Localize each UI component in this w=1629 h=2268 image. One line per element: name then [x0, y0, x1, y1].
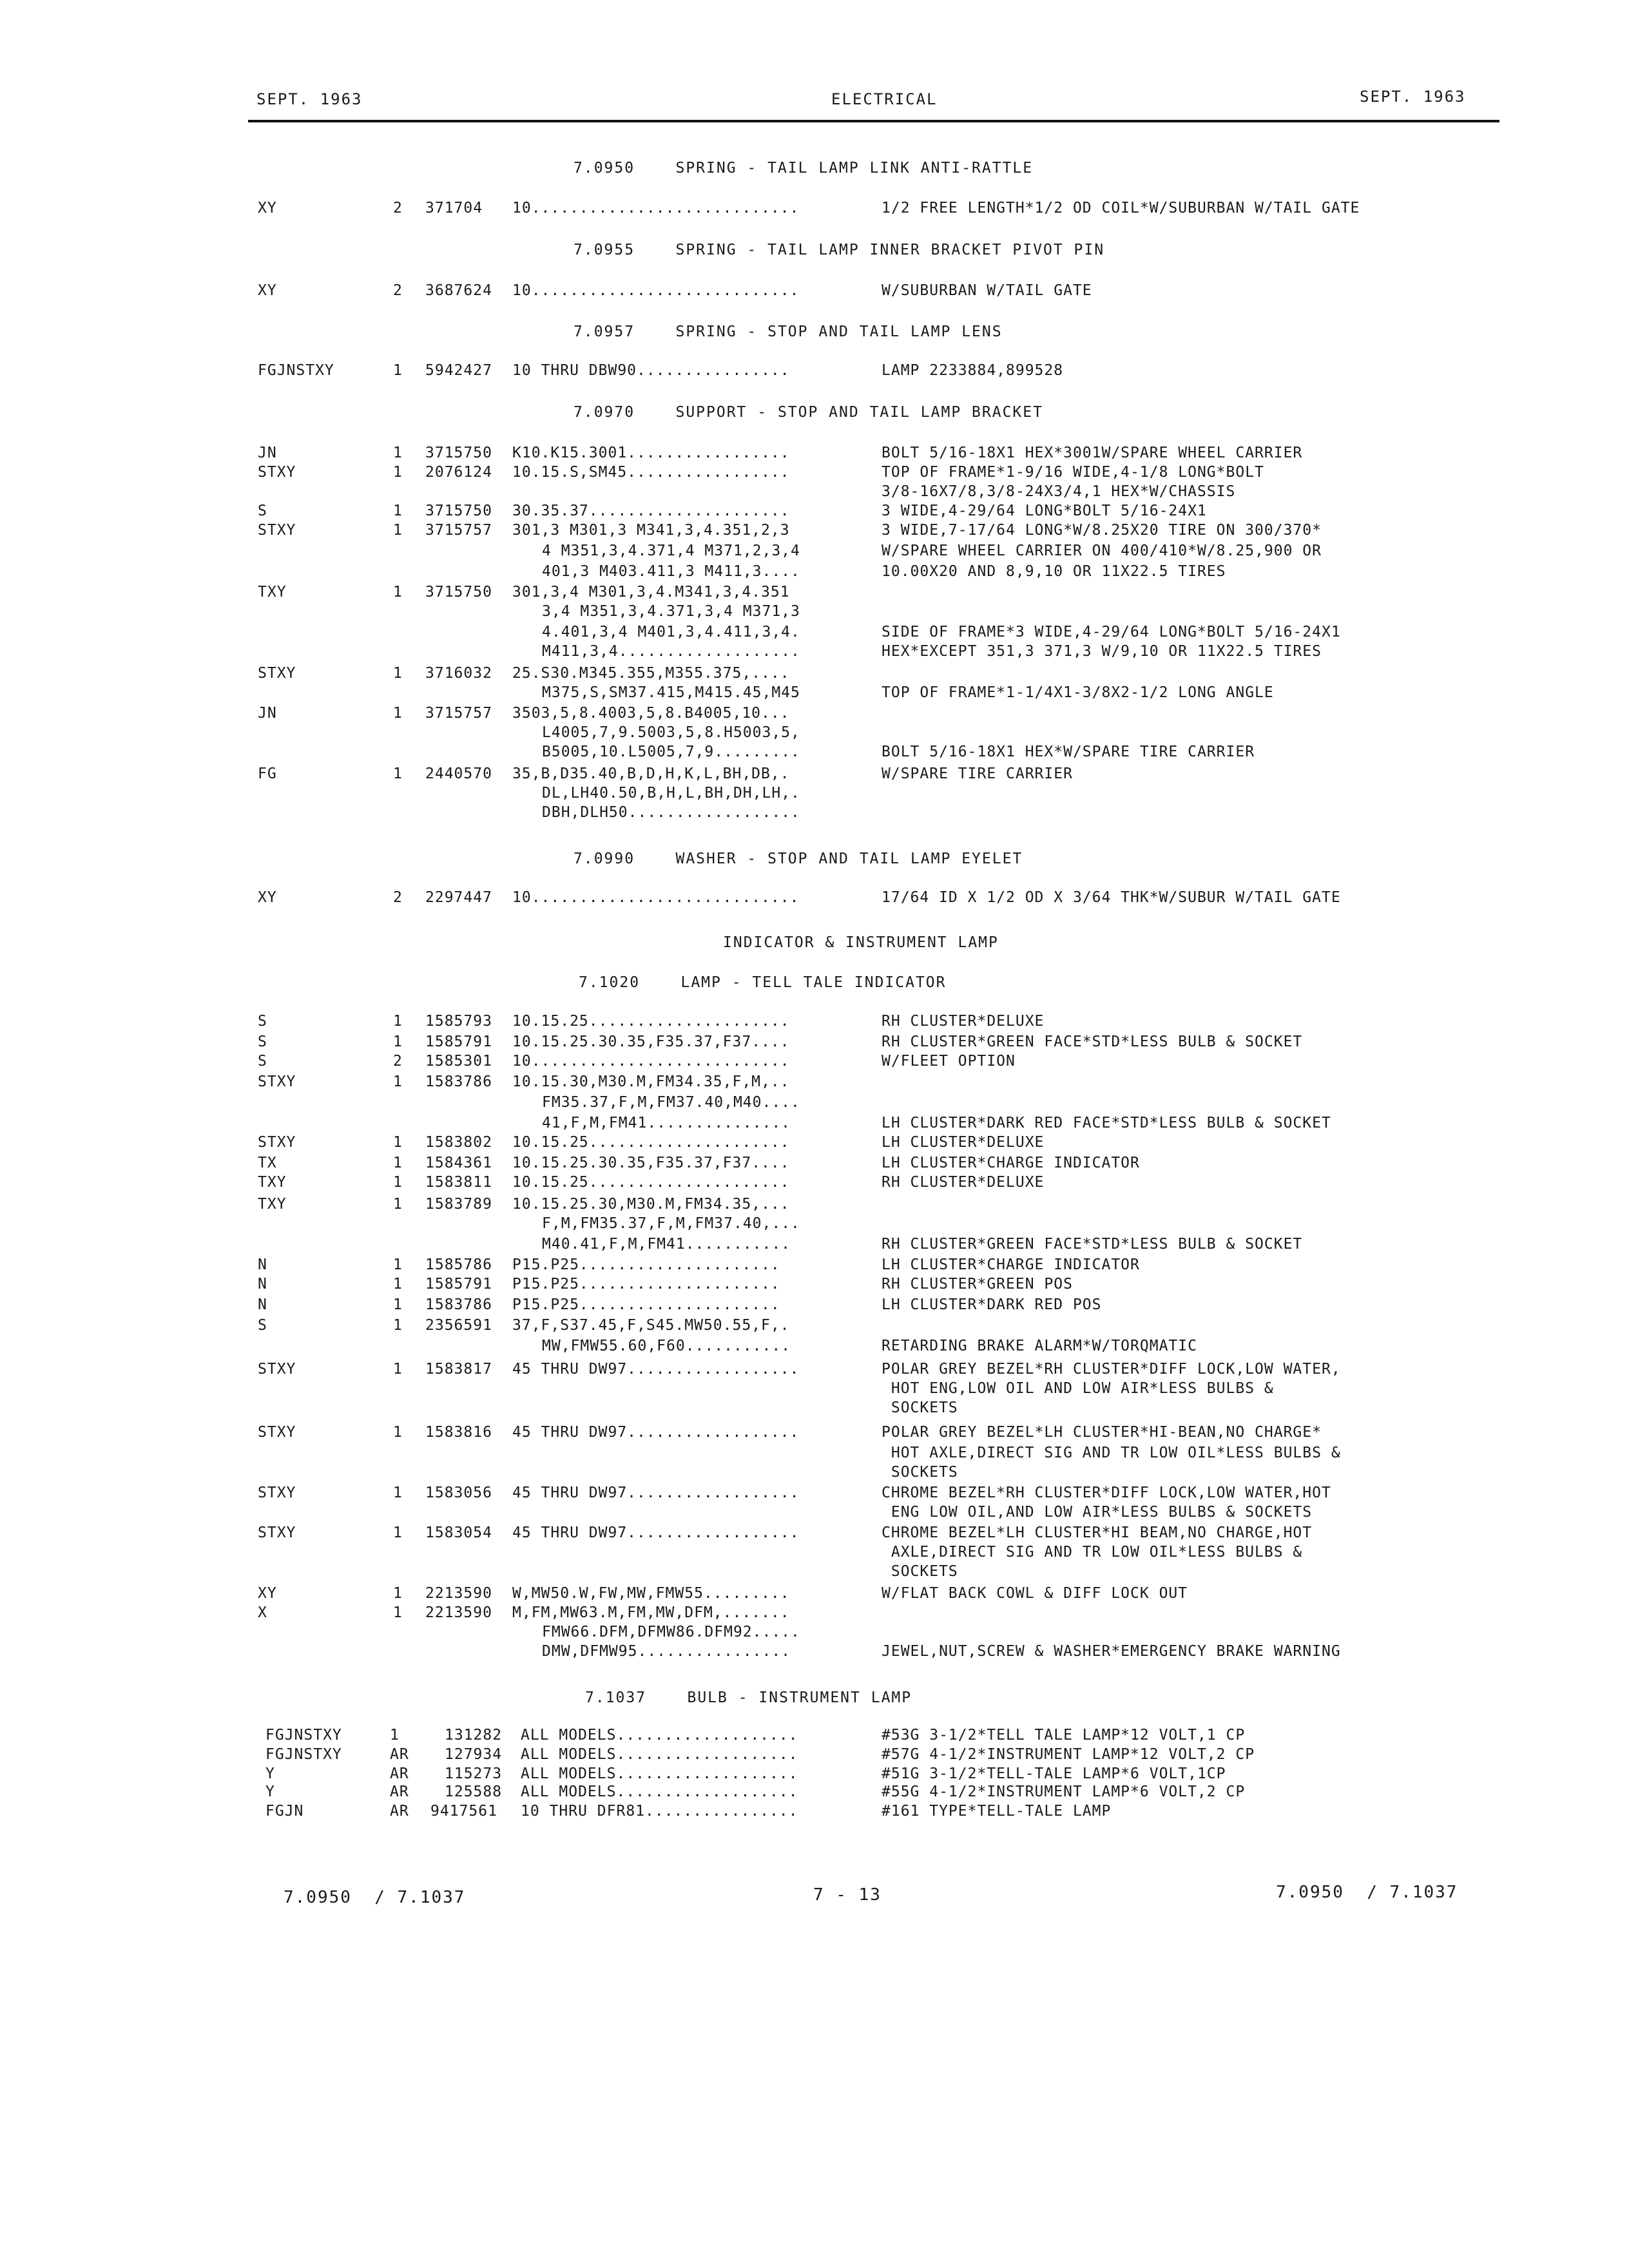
part-number: 2356591	[425, 1317, 492, 1334]
description: W/SUBURBAN W/TAIL GATE	[882, 282, 1092, 299]
quantity: 2	[393, 200, 403, 216]
description: W/FLAT BACK COWL & DIFF LOCK OUT	[882, 1585, 1188, 1602]
model-code: N	[258, 1276, 267, 1293]
quantity: 1	[393, 1196, 403, 1213]
description: #57G 4-1/2*INSTRUMENT LAMP*12 VOLT,2 CP	[882, 1746, 1255, 1763]
application: B5005,10.L5005,7,9.........	[542, 744, 800, 760]
description: TOP OF FRAME*1-9/16 WIDE,4-1/8 LONG*BOLT	[882, 464, 1264, 481]
description: HEX*EXCEPT 351,3 371,3 W/9,10 OR 11X22.5 TIRES	[882, 643, 1322, 660]
quantity: 1	[390, 1727, 400, 1744]
description: RH CLUSTER*GREEN FACE*STD*LESS BULB & SOCKET	[882, 1236, 1303, 1253]
part-number: 3715757	[425, 705, 492, 722]
description: CHROME BEZEL*RH CLUSTER*DIFF LOCK,LOW WATER,HOT	[882, 1485, 1331, 1501]
quantity: 1	[393, 1296, 403, 1313]
quantity: 1	[393, 705, 403, 722]
description: RH CLUSTER*GREEN POS	[882, 1276, 1073, 1293]
application: 401,3 M403.411,3 M411,3....	[542, 563, 800, 580]
model-code: S	[258, 1013, 267, 1030]
description: BOLT 5/16-18X1 HEX*W/SPARE TIRE CARRIER	[882, 744, 1255, 760]
quantity: 1	[393, 1276, 403, 1293]
model-code: STXY	[258, 1485, 296, 1501]
part-number: 3716032	[425, 665, 492, 682]
quantity: 1	[393, 464, 403, 481]
part-number: 131282	[445, 1727, 503, 1744]
quantity: 1	[393, 1424, 403, 1441]
model-code: STXY	[258, 665, 296, 682]
model-code: Y	[265, 1765, 275, 1782]
application: DMW,DFMW95................	[542, 1643, 791, 1660]
description: SIDE OF FRAME*3 WIDE,4-29/64 LONG*BOLT 5/16-24X1	[882, 624, 1341, 640]
model-code: TX	[258, 1155, 277, 1171]
application: 3503,5,8.4003,5,8.B4005,10...	[512, 705, 790, 722]
model-code: X	[258, 1604, 267, 1621]
description: AXLE,DIRECT SIG AND TR LOW OIL*LESS BULBS &	[882, 1544, 1303, 1561]
model-code: STXY	[258, 1134, 296, 1151]
application: 10.15.25.....................	[512, 1134, 790, 1151]
quantity: 1	[393, 1604, 403, 1621]
description: SOCKETS	[882, 1464, 958, 1481]
application: 10............................	[512, 200, 800, 216]
quantity: 1	[393, 1134, 403, 1151]
model-code: TXY	[258, 1196, 287, 1213]
model-code: N	[258, 1256, 267, 1273]
description: LH CLUSTER*CHARGE INDICATOR	[882, 1155, 1140, 1171]
description: RH CLUSTER*DELUXE	[882, 1174, 1045, 1191]
description: SOCKETS	[882, 1399, 958, 1416]
part-number: 5942427	[425, 362, 492, 379]
part-number: 1583817	[425, 1361, 492, 1378]
quantity: 1	[393, 1033, 403, 1050]
part-number: 2213590	[425, 1585, 492, 1602]
description: CHROME BEZEL*LH CLUSTER*HI BEAM,NO CHARGE,HOT	[882, 1524, 1313, 1541]
application: 37,F,S37.45,F,S45.MW50.55,F,.	[512, 1317, 790, 1334]
part-number: 1583054	[425, 1524, 492, 1541]
model-code: N	[258, 1296, 267, 1313]
part-number: 371704	[425, 200, 483, 216]
description: W/SPARE TIRE CARRIER	[882, 765, 1073, 782]
application: M375,S,SM37.415,M415.45,M45	[542, 684, 800, 701]
part-number: 1583811	[425, 1174, 492, 1191]
part-number: 3715757	[425, 522, 492, 539]
part-number: 1583786	[425, 1296, 492, 1313]
application: 10.15.25.30,M30.M,FM34.35,...	[512, 1196, 790, 1213]
part-number: 127934	[445, 1746, 503, 1763]
description: RETARDING BRAKE ALARM*W/TORQMATIC	[882, 1338, 1197, 1354]
description: #55G 4-1/2*INSTRUMENT LAMP*6 VOLT,2 CP	[882, 1783, 1246, 1800]
application: 45 THRU DW97..................	[512, 1424, 800, 1441]
application: P15.P25.....................	[512, 1256, 780, 1273]
application: 10.15.25.....................	[512, 1174, 790, 1191]
quantity: 1	[393, 1174, 403, 1191]
quantity: 2	[393, 1053, 403, 1070]
application: 10............................	[512, 889, 800, 906]
application: 10.15.25.30.35,F35.37,F37....	[512, 1033, 790, 1050]
quantity: 1	[393, 522, 403, 539]
application: 45 THRU DW97..................	[512, 1485, 800, 1501]
quantity: 1	[393, 1585, 403, 1602]
description: LH CLUSTER*DARK RED POS	[882, 1296, 1102, 1313]
part-number: 1585791	[425, 1276, 492, 1293]
application: 30.35.37.....................	[512, 503, 790, 519]
application: FMW66.DFM,DFMW86.DFM92.....	[542, 1624, 800, 1640]
quantity: AR	[390, 1746, 409, 1763]
description: LH CLUSTER*CHARGE INDICATOR	[882, 1256, 1140, 1273]
header-date-left: SEPT. 1963	[256, 90, 363, 108]
model-code: JN	[258, 445, 277, 461]
part-number: 1583802	[425, 1134, 492, 1151]
description: HOT AXLE,DIRECT SIG AND TR LOW OIL*LESS BULBS &	[882, 1445, 1341, 1461]
description: 10.00X20 AND 8,9,10 OR 11X22.5 TIRES	[882, 563, 1226, 580]
part-number: 1583786	[425, 1073, 492, 1090]
model-code: S	[258, 1053, 267, 1070]
description: W/FLEET OPTION	[882, 1053, 1016, 1070]
model-code: FG	[258, 765, 277, 782]
quantity: 1	[393, 1485, 403, 1501]
description: TOP OF FRAME*1-1/4X1-3/8X2-1/2 LONG ANGLE	[882, 684, 1274, 701]
quantity: 1	[393, 584, 403, 601]
quantity: 1	[393, 1256, 403, 1273]
application: DL,LH40.50,B,H,L,BH,DH,LH,.	[542, 785, 800, 802]
description: HOT ENG,LOW OIL AND LOW AIR*LESS BULBS &	[882, 1380, 1274, 1397]
model-code: FGJNSTXY	[258, 362, 334, 379]
description: W/SPARE WHEEL CARRIER ON 400/410*W/8.25,900 OR	[882, 543, 1322, 559]
model-code: Y	[265, 1783, 275, 1800]
application: 301,3 M301,3 M341,3,4.351,2,3	[512, 522, 790, 539]
part-number: 3715750	[425, 503, 492, 519]
quantity: 1	[393, 503, 403, 519]
part-number: 1585793	[425, 1013, 492, 1030]
model-code: S	[258, 1033, 267, 1050]
description: #161 TYPE*TELL-TALE LAMP	[882, 1803, 1112, 1820]
application: 41,F,M,FM41...............	[542, 1115, 791, 1131]
part-number: 3687624	[425, 282, 492, 299]
application: P15.P25.....................	[512, 1296, 780, 1313]
part-number: 1585786	[425, 1256, 492, 1273]
description: BOLT 5/16-18X1 HEX*3001W/SPARE WHEEL CARRIER	[882, 445, 1303, 461]
footer-range-left: 7.0950 / 7.1037	[284, 1888, 466, 1907]
section-heading: 7.1037 BULB - INSTRUMENT LAMP	[585, 1689, 912, 1706]
model-code: STXY	[258, 464, 296, 481]
quantity: 1	[393, 1361, 403, 1378]
header-date-right: SEPT. 1963	[1360, 88, 1466, 106]
quantity: AR	[390, 1765, 409, 1782]
application: 10.15.S,SM45.................	[512, 464, 790, 481]
header-section-title: ELECTRICAL	[831, 90, 938, 108]
description: LH CLUSTER*DARK RED FACE*STD*LESS BULB & SOCKET	[882, 1115, 1331, 1131]
section-heading: 7.0970 SUPPORT - STOP AND TAIL LAMP BRACKET	[574, 404, 1043, 421]
application: MW,FMW55.60,F60...........	[542, 1338, 791, 1354]
model-code: STXY	[258, 1361, 296, 1378]
model-code: JN	[258, 705, 277, 722]
quantity: 2	[393, 282, 403, 299]
part-number: 2213590	[425, 1604, 492, 1621]
model-code: FGJNSTXY	[265, 1746, 342, 1763]
application: 45 THRU DW97..................	[512, 1524, 800, 1541]
part-number: 3715750	[425, 445, 492, 461]
section-heading: 7.1020 LAMP - TELL TALE INDICATOR	[579, 974, 947, 991]
quantity: 1	[393, 1073, 403, 1090]
model-code: XY	[258, 200, 277, 216]
model-code: S	[258, 1317, 267, 1334]
model-code: STXY	[258, 1524, 296, 1541]
model-code: STXY	[258, 1073, 296, 1090]
description: LH CLUSTER*DELUXE	[882, 1134, 1045, 1151]
section-heading: INDICATOR & INSTRUMENT LAMP	[723, 934, 999, 951]
application: 10.15.30,M30.M,FM34.35,F,M,..	[512, 1073, 790, 1090]
part-number: 9417561	[430, 1803, 497, 1820]
application: 10 THRU DBW90................	[512, 362, 790, 379]
quantity: 1	[393, 1524, 403, 1541]
part-number: 115273	[445, 1765, 503, 1782]
part-number: 1583816	[425, 1424, 492, 1441]
quantity: AR	[390, 1803, 409, 1820]
application: L4005,7,9.5003,5,8.H5003,5,	[542, 724, 800, 741]
quantity: 1	[393, 1013, 403, 1030]
model-code: TXY	[258, 584, 287, 601]
quantity: 1	[393, 1317, 403, 1334]
model-code: XY	[258, 889, 277, 906]
description: 3/8-16X7/8,3/8-24X3/4,1 HEX*W/CHASSIS	[882, 483, 1236, 500]
description: #51G 3-1/2*TELL-TALE LAMP*6 VOLT,1CP	[882, 1765, 1226, 1782]
part-number: 2297447	[425, 889, 492, 906]
quantity: 1	[393, 362, 403, 379]
part-number: 1585301	[425, 1053, 492, 1070]
application: 35,B,D35.40,B,D,H,K,L,BH,DB,.	[512, 765, 790, 782]
application: 10...........................	[512, 1053, 790, 1070]
part-number: 1584361	[425, 1155, 492, 1171]
application: 301,3,4 M301,3,4.M341,3,4.351	[512, 584, 790, 601]
application: K10.K15.3001.................	[512, 445, 790, 461]
quantity: 2	[393, 889, 403, 906]
part-number: 125588	[445, 1783, 503, 1800]
application: M40.41,F,M,FM41...........	[542, 1236, 791, 1253]
description: 17/64 ID X 1/2 OD X 3/64 THK*W/SUBUR W/TAIL GATE	[882, 889, 1341, 906]
application: W,MW50.W,FW,MW,FMW55.........	[512, 1585, 790, 1602]
description: ENG LOW OIL,AND LOW AIR*LESS BULBS & SOCKETS	[882, 1504, 1313, 1521]
description: RH CLUSTER*GREEN FACE*STD*LESS BULB & SOCKET	[882, 1033, 1303, 1050]
application: 45 THRU DW97..................	[512, 1361, 800, 1378]
section-heading: 7.0950 SPRING - TAIL LAMP LINK ANTI-RATTLE	[574, 160, 1034, 177]
part-number: 1583056	[425, 1485, 492, 1501]
part-number: 3715750	[425, 584, 492, 601]
quantity: 1	[393, 1155, 403, 1171]
model-code: XY	[258, 282, 277, 299]
application: M,FM,MW63.M,FM,MW,DFM,.......	[512, 1604, 790, 1621]
section-heading: 7.0955 SPRING - TAIL LAMP INNER BRACKET PIVOT PIN	[574, 242, 1105, 258]
description: JEWEL,NUT,SCREW & WASHER*EMERGENCY BRAKE WARNING	[882, 1643, 1341, 1660]
application: 10.15.25.....................	[512, 1013, 790, 1030]
application: 10............................	[512, 282, 800, 299]
application: ALL MODELS...................	[521, 1783, 798, 1800]
description: POLAR GREY BEZEL*LH CLUSTER*HI-BEAN,NO CHARGE*	[882, 1424, 1322, 1441]
model-code: TXY	[258, 1174, 287, 1191]
part-number: 1583789	[425, 1196, 492, 1213]
footer-page-number: 7 - 13	[813, 1885, 882, 1905]
application: ALL MODELS...................	[521, 1746, 798, 1763]
part-number: 2440570	[425, 765, 492, 782]
quantity: AR	[390, 1783, 409, 1800]
application: 4 M351,3,4.371,4 M371,2,3,4	[542, 543, 800, 559]
description: RH CLUSTER*DELUXE	[882, 1013, 1045, 1030]
part-number: 1585791	[425, 1033, 492, 1050]
quantity: 1	[393, 665, 403, 682]
application: 10.15.25.30.35,F35.37,F37....	[512, 1155, 790, 1171]
application: M411,3,4...................	[542, 643, 800, 660]
application: P15.P25.....................	[512, 1276, 780, 1293]
application: FM35.37,F,M,FM37.40,M40....	[542, 1094, 800, 1111]
footer-range-right: 7.0950 / 7.1037	[1276, 1883, 1458, 1902]
application: DBH,DLH50..................	[542, 804, 800, 821]
description: POLAR GREY BEZEL*RH CLUSTER*DIFF LOCK,LOW WATER,	[882, 1361, 1341, 1378]
application: ALL MODELS...................	[521, 1765, 798, 1782]
model-code: FGJN	[265, 1803, 304, 1820]
application: 10 THRU DFR81................	[521, 1803, 798, 1820]
section-heading: 7.0957 SPRING - STOP AND TAIL LAMP LENS	[574, 323, 1003, 340]
model-code: XY	[258, 1585, 277, 1602]
description: SOCKETS	[882, 1563, 958, 1580]
model-code: FGJNSTXY	[265, 1727, 342, 1744]
application: ALL MODELS...................	[521, 1727, 798, 1744]
description: #53G 3-1/2*TELL TALE LAMP*12 VOLT,1 CP	[882, 1727, 1246, 1744]
model-code: STXY	[258, 1424, 296, 1441]
model-code: S	[258, 503, 267, 519]
application: 3,4 M351,3,4.371,3,4 M371,3	[542, 603, 800, 620]
model-code: STXY	[258, 522, 296, 539]
section-heading: 7.0990 WASHER - STOP AND TAIL LAMP EYELET	[574, 850, 1023, 867]
quantity: 1	[393, 765, 403, 782]
description: 3 WIDE,7-17/64 LONG*W/8.25X20 TIRE ON 300/370*	[882, 522, 1322, 539]
header-rule	[248, 120, 1499, 122]
quantity: 1	[393, 445, 403, 461]
description: 1/2 FREE LENGTH*1/2 OD COIL*W/SUBURBAN W/TAIL GATE	[882, 200, 1360, 216]
application: 4.401,3,4 M401,3,4.411,3,4.	[542, 624, 800, 640]
application: 25.S30.M345.355,M355.375,....	[512, 665, 790, 682]
part-number: 2076124	[425, 464, 492, 481]
description: 3 WIDE,4-29/64 LONG*BOLT 5/16-24X1	[882, 503, 1207, 519]
application: F,M,FM35.37,F,M,FM37.40,...	[542, 1215, 800, 1232]
description: LAMP 2233884,899528	[882, 362, 1064, 379]
